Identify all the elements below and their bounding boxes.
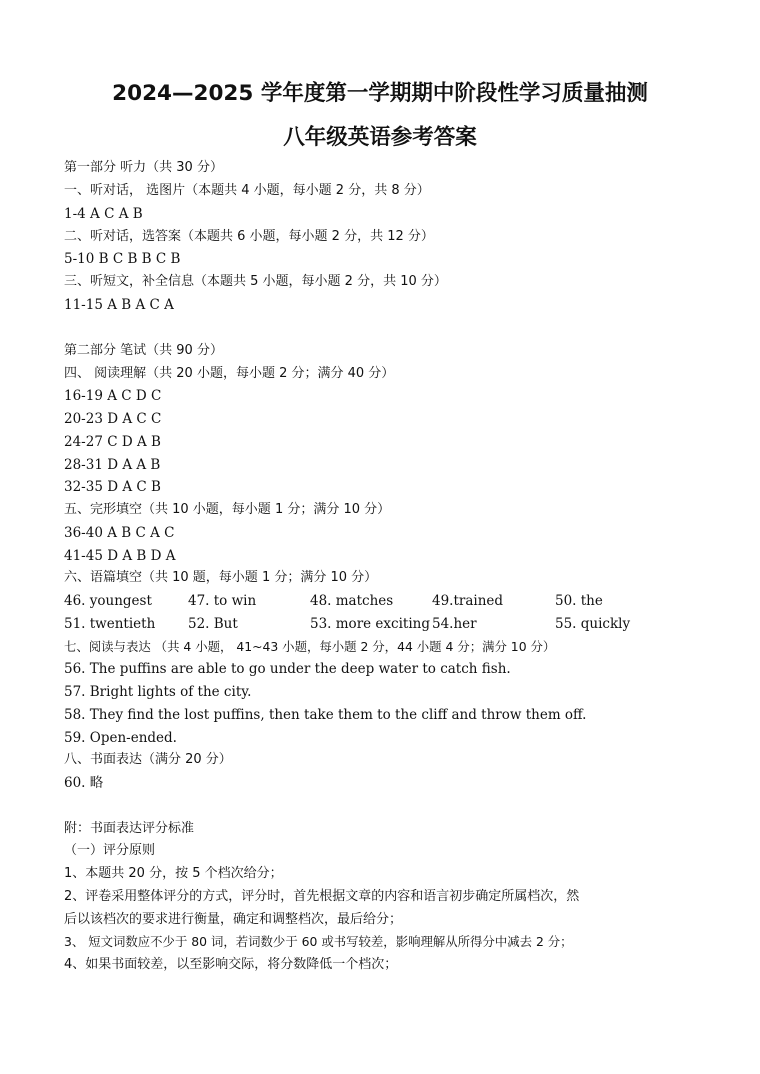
principles-heading: （一）评分原则 bbox=[64, 843, 156, 858]
section6-answer: 46. youngest bbox=[64, 593, 152, 609]
section5-answers-2: 41-45 D A B D A bbox=[64, 548, 176, 564]
appendix-heading: 附：书面表达评分标准 bbox=[64, 821, 195, 836]
section6-answer: 52. But bbox=[188, 616, 238, 632]
section6-answer: 47. to win bbox=[188, 593, 257, 609]
section8-heading: 八、书面表达（满分 20 分） bbox=[64, 752, 232, 767]
answer-58: 58. They find the lost puffins, then take them to the cliff and throw them off. bbox=[64, 707, 587, 723]
answer-57: 57. Bright lights of the city. bbox=[64, 684, 252, 700]
section6-heading: 六、语篇填空（共 10 题，每小题 1 分；满分 10 分） bbox=[64, 570, 378, 585]
rule-2-line-2: 后以该档次的要求进行衡量，确定和调整档次，最后给分； bbox=[64, 912, 403, 927]
exam-title: 2024—2025 学年度第一学期期中阶段性学习质量抽测 bbox=[112, 81, 648, 106]
section4-answers-3: 24-27 C D A B bbox=[64, 434, 161, 450]
section2-heading: 二、听对话，选答案（本题共 6 小题，每小题 2 分，共 12 分） bbox=[64, 229, 434, 244]
section4-answers-1: 16-19 A C D C bbox=[64, 388, 162, 404]
section6-answer: 50. the bbox=[555, 593, 603, 609]
section3-heading: 三、听短文，补全信息（本题共 5 小题，每小题 2 分，共 10 分） bbox=[64, 274, 447, 289]
rule-2-line-1: 2、评卷采用整体评分的方式，评分时，首先根据文章的内容和语言初步确定所属档次，然 bbox=[64, 889, 580, 904]
section6-answer: 51. twentieth bbox=[64, 616, 156, 632]
rule-4: 4、如果书面较差，以至影响交际，将分数降低一个档次； bbox=[64, 957, 398, 972]
rule-3: 3、 短文词数应不少于 80 词，若词数少于 60 或书写较差，影响理解从所得分中减去 2 分； bbox=[64, 934, 573, 949]
section6-answer: 55. quickly bbox=[555, 616, 631, 632]
section3-answers: 11-15 A B A C A bbox=[64, 297, 174, 313]
answer-key-title: 八年级英语参考答案 bbox=[283, 125, 477, 150]
section6-answer: 54.her bbox=[432, 616, 477, 632]
part1-heading: 第一部分 听力（共 30 分） bbox=[64, 160, 223, 175]
section1-answers: 1-4 A C A B bbox=[64, 206, 143, 222]
rule-1: 1、本题共 20 分，按 5 个档次给分； bbox=[64, 866, 283, 881]
answer-59: 59. Open-ended. bbox=[64, 730, 177, 746]
section6-answer: 49.trained bbox=[432, 593, 504, 609]
section5-answers-1: 36-40 A B C A C bbox=[64, 525, 175, 541]
section6-answer: 48. matches bbox=[310, 593, 394, 609]
section4-answers-4: 28-31 D A A B bbox=[64, 457, 161, 473]
section6-answer: 53. more exciting bbox=[310, 616, 430, 632]
answer-56: 56. The puffins are able to go under the deep water to catch fish. bbox=[64, 661, 511, 677]
section5-heading: 五、完形填空（共 10 小题，每小题 1 分；满分 10 分） bbox=[64, 502, 391, 517]
section4-answers-5: 32-35 D A C B bbox=[64, 479, 161, 495]
section1-heading: 一、听对话， 选图片（本题共 4 小题，每小题 2 分，共 8 分） bbox=[64, 183, 430, 198]
part2-heading: 第二部分 笔试（共 90 分） bbox=[64, 343, 223, 358]
section4-heading: 四、 阅读理解（共 20 小题，每小题 2 分；满分 40 分） bbox=[64, 366, 395, 381]
section2-answers: 5-10 B C B B C B bbox=[64, 251, 181, 267]
answer-60: 60. 略 bbox=[64, 775, 104, 791]
section4-answers-2: 20-23 D A C C bbox=[64, 411, 162, 427]
section7-heading: 七、阅读与表达 （共 4 小题， 41~43 小题，每小题 2 分，44 小题 4 分；满分 10 分） bbox=[64, 639, 556, 654]
